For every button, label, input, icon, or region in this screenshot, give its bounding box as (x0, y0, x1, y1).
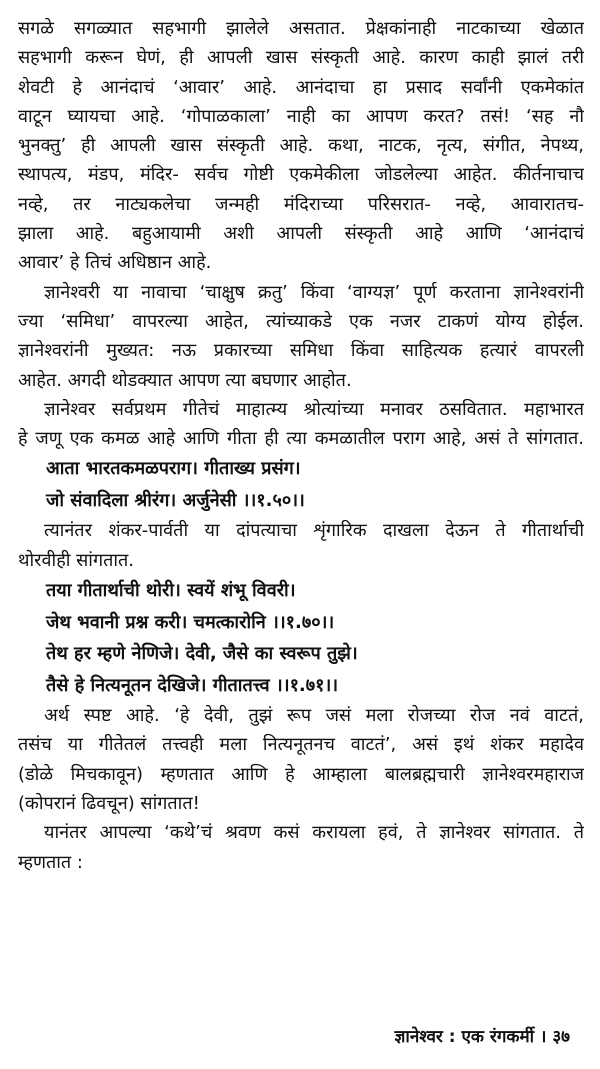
text-line: ज्या ‘समिधा’ वापरल्या आहेत, त्यांच्याकडे एक नजर टाकणं योग्य होईल. (18, 310, 584, 332)
text-line: तसंच या गीतेतलं तत्त्वही मला नित्यनूतनच वाटतं’, असं इथं शंकर महादेव (18, 734, 584, 756)
verse-line: जो संवादिला श्रीरंग। अर्जुनेसी ।।१.५०।। (46, 489, 305, 511)
text-line: (कोपरानं ढिवचून) सांगतात! (18, 792, 200, 814)
paragraph-katha-shravan (18, 818, 584, 877)
text-line: झाला आहे. बहुआयामी अशी आपली संस्कृती आहे आणि ‘आनंदाचं (18, 223, 584, 245)
paragraph-gita-mahatmya (18, 395, 584, 454)
verse-line: तैसे हे नित्यनूतन देखिजे। गीतातत्त्व ।।१.७१।। (46, 674, 339, 696)
text-line: थोरवीही सांगतात. (18, 549, 135, 571)
text-line: वाटून घ्यायचा आहे. ‘गोपाळकाला’ नाही का आपण करत? तसं! ‘सह नौ (18, 105, 584, 127)
text-line: (डोळे मिचकावून) म्हणतात आणि हे आम्हाला बालब्रह्मचारी ज्ञानेश्वरमहाराज (18, 763, 584, 785)
text-line: आहेत. अगदी थोडक्यात आपण त्या बघणार आहोत. (18, 369, 352, 391)
verse-block-2 (18, 575, 584, 701)
text-line: सगळे सगळ्यात सहभागी झालेले असतात. प्रेक्षकांनाही नाटकाच्या खेळात (18, 18, 584, 39)
text-line: हे जणू एक कमळ आहे आणि गीता ही त्या कमळातील पराग आहे, असं ते सांगतात. (18, 428, 584, 450)
text-line: म्हणतात : (18, 851, 83, 873)
text-line: ज्ञानेश्वर सर्वप्रथम गीतेचं माहात्म्य श्रोत्यांच्या मनावर ठसवितात. महाभारत (44, 398, 584, 420)
text-line: स्थापत्य, मंडप, मंदिर- सर्वच गोष्टी एकमेकीला जोडलेल्या आहेत. कीर्तनाचाच (18, 164, 584, 186)
paragraph-shankar-parvati (18, 516, 584, 575)
paragraph-aavaar (18, 14, 584, 278)
page-footer: ज्ञानेश्वर : एक रंगकर्मी । ३७ (394, 1027, 570, 1047)
text-line: सहभागी करून घेणं, ही आपली खास संस्कृती आहे. कारण काही झालं तरी (18, 47, 584, 69)
paragraph-samidha (18, 278, 584, 395)
text-line: शेवटी हे आनंदाचं ‘आवार’ आहे. आनंदाचा हा प्रसाद सर्वांनी एकमेकांत (18, 76, 584, 98)
text-line: ज्ञानेश्वरांनी मुख्यत: नऊ प्रकारच्या समिधा किंवा साहित्यक हत्यारं वापरली (18, 340, 584, 362)
text-line: भुनक्तु’ ही आपली खास संस्कृती आहे. कथा, नाटक, नृत्य, संगीत, नेपथ्य, (18, 135, 584, 157)
paragraph-meaning (18, 701, 584, 818)
text-line: त्यानंतर शंकर-पार्वती या दांपत्याचा शृंगारिक दाखला देऊन ते गीतार्थाची (44, 520, 584, 542)
text-line: नव्हे, तर नाट्यकलेचा जन्मही मंदिराच्या परिसरात- नव्हे, आवारातच- (18, 193, 584, 215)
verse-line: आता भारतकमळपराग। गीताख्य प्रसंग। (46, 458, 301, 480)
text-line: अर्थ स्पष्ट आहे. ‘हे देवी, तुझं रूप जसं मला रोजच्या रोज नवं वाटतं, (44, 705, 584, 727)
text-line: आवार’ हे तिचं अधिष्ठान आहे. (18, 252, 212, 274)
text-line: ज्ञानेश्वरी या नावाचा ‘चाक्षुष क्रतु’ किंवा ‘वाग्यज्ञ’ पूर्ण करताना ज्ञानेश्वरांनी (44, 281, 584, 303)
verse-block-1 (18, 453, 584, 516)
verse-line: जेथ भवानी प्रश्न करी। चमत्कारोनि ।।१.७०।। (46, 611, 335, 633)
verse-line: तया गीतार्थाची थोरी। स्वयें शंभू विवरी। (46, 580, 296, 602)
verse-line: तेथ हर म्हणे नेणिजे। देवी, जैसे का स्वरूप तुझे। (46, 643, 358, 665)
text-line: यानंतर आपल्या ‘कथे’चं श्रवण कसं करायला हवं, ते ज्ञानेश्वर सांगतात. ते (44, 822, 584, 844)
